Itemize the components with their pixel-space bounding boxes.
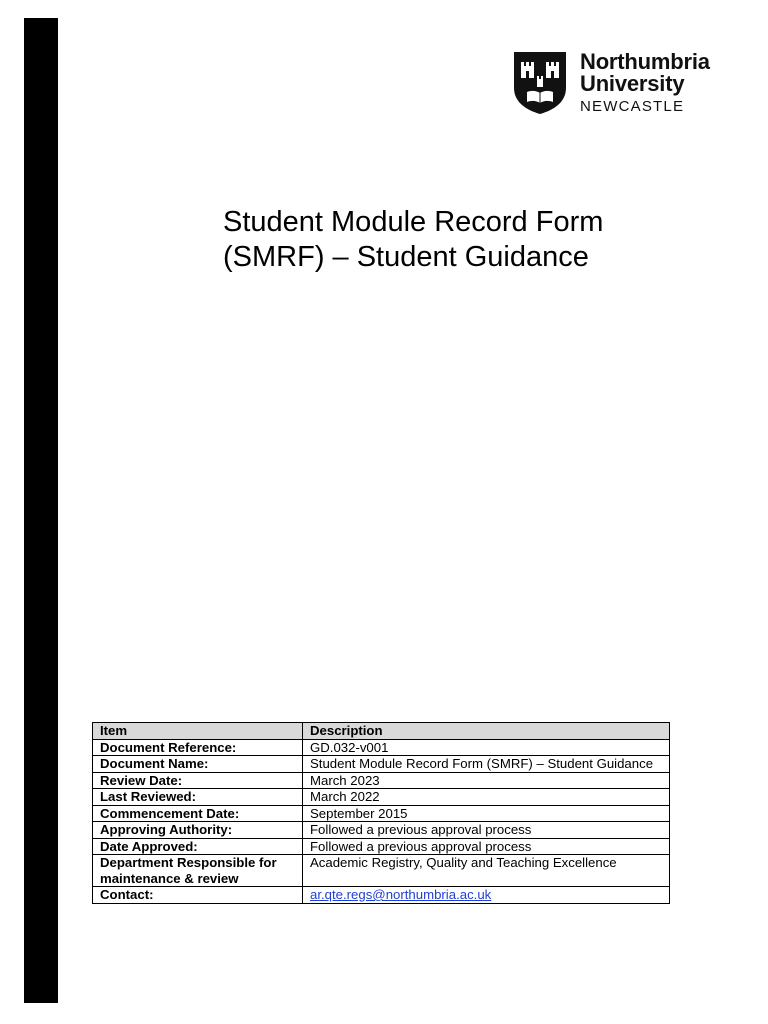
row-label: Contact: [93, 887, 303, 904]
row-value: March 2022 [303, 789, 670, 806]
row-label: Document Name: [93, 756, 303, 773]
row-label: Approving Authority: [93, 822, 303, 839]
table-row [93, 838, 670, 855]
table-row [93, 756, 670, 773]
table-row [93, 822, 670, 839]
logo-text-newcastle: NEWCASTLE [580, 98, 685, 115]
row-label: Department Responsible for maintenance & review [93, 855, 303, 887]
document-title [223, 205, 683, 275]
row-label: Review Date: [93, 772, 303, 789]
table-row [93, 772, 670, 789]
side-bar [24, 18, 58, 1003]
row-value: Followed a previous approval process [303, 838, 670, 855]
title-line-2: (SMRF) – Student Guidance [223, 241, 589, 273]
crest-icon [512, 50, 568, 116]
row-label: Commencement Date: [93, 805, 303, 822]
title-line-1: Student Module Record Form [223, 206, 604, 238]
row-value: March 2023 [303, 772, 670, 789]
row-label: Document Reference: [93, 739, 303, 756]
table-row [93, 789, 670, 806]
logo-text-university: University [580, 71, 685, 96]
table-row [93, 855, 670, 887]
table-header-row [93, 723, 670, 740]
table-row [93, 887, 670, 904]
row-value: GD.032-v001 [303, 739, 670, 756]
row-value: September 2015 [303, 805, 670, 822]
header-description: Description [303, 723, 670, 740]
table-row [93, 739, 670, 756]
row-label: Last Reviewed: [93, 789, 303, 806]
table-row [93, 805, 670, 822]
university-logo [512, 50, 732, 120]
row-value [303, 887, 670, 904]
row-value: Academic Registry, Quality and Teaching Excellence [303, 855, 670, 887]
document-info-table [92, 722, 670, 904]
logo-text-northumbria: Northumbria [580, 49, 710, 74]
header-item: Item [93, 723, 303, 740]
contact-email-link[interactable]: ar.qte.regs@northumbria.ac.uk [310, 887, 492, 902]
row-value: Followed a previous approval process [303, 822, 670, 839]
row-label: Date Approved: [93, 838, 303, 855]
row-value: Student Module Record Form (SMRF) – Student Guidance [303, 756, 670, 773]
